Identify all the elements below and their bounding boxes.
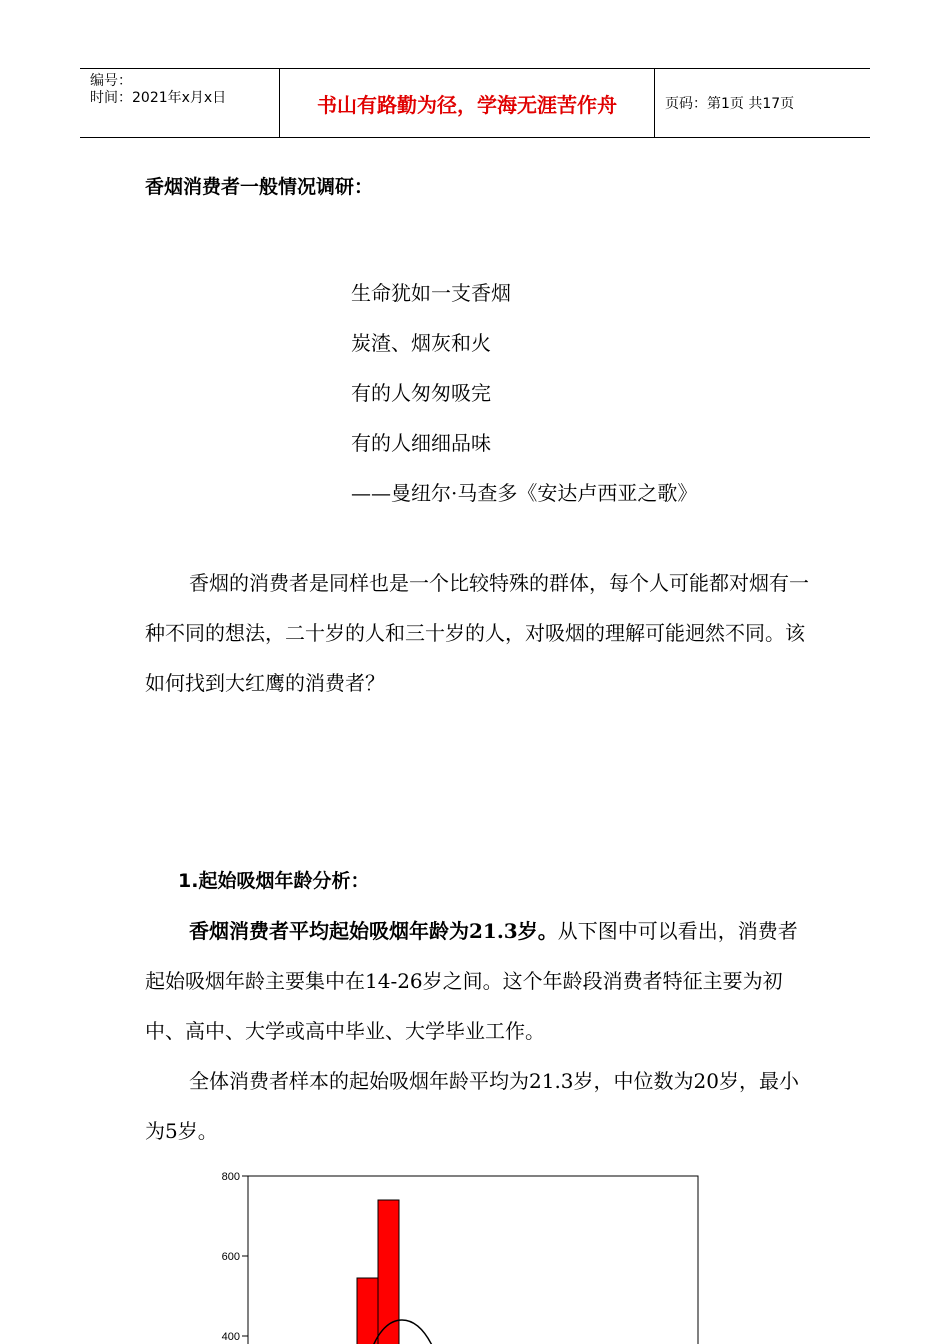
plot-frame [248,1176,698,1344]
poem-line: 炭渣、烟灰和火 [351,331,491,355]
poem-attribution: ——曼纽尔·马查多《安达卢西亚之歌》 [351,481,698,505]
document-title: 香烟消费者一般情况调研： [145,176,374,198]
age-histogram [200,1164,720,1344]
page-info: 页码：第1页 共17页 [665,96,795,112]
summary-text: 全体消费者样本的起始吸烟年龄平均为21.3岁，中位数为20岁，最小为5岁。 [145,1069,799,1143]
summary-paragraph [145,1056,815,1156]
histogram-bar [357,1278,378,1344]
ticks [222,1171,248,1343]
section-title: 1.起始吸烟年龄分析： [178,870,370,892]
header-table [80,68,870,138]
intro-text: 香烟的消费者是同样也是一个比较特殊的群体，每个人可能都对烟有一种不同的想法，二十岁的人和三十岁的人，对吸烟的理解可能迥然不同。该如何找到大红鹰的消费者？ [145,571,809,695]
header-motto: 书山有路勤为径，学海无涯苦作舟 [280,69,655,137]
y-tick-label: 400 [221,1331,240,1343]
analysis-paragraph [145,906,815,1056]
y-tick-label: 600 [221,1251,240,1263]
poem-line: 有的人匆匆吸完 [351,381,491,405]
poem-line: 有的人细细品味 [351,431,491,455]
number-label: 编号： [90,73,132,89]
time-label: 时间：2021年x月x日 [90,90,227,106]
analysis-text: 从下图中可以看出，消费者起始吸烟年龄主要集中在14-26岁之间。这个年龄段消费者特征主要为初中、高中、大学或高中毕业、大学毕业工作。 [145,919,798,1043]
poem-line: 生命犹如一支香烟 [351,281,511,305]
poem [351,268,697,518]
header-left-cell [80,69,280,137]
intro-paragraph [145,558,815,708]
analysis-bold: 香烟消费者平均起始吸烟年龄为21.3岁。 [189,919,558,943]
histogram-bar [378,1200,399,1344]
y-tick-label: 800 [221,1171,240,1183]
